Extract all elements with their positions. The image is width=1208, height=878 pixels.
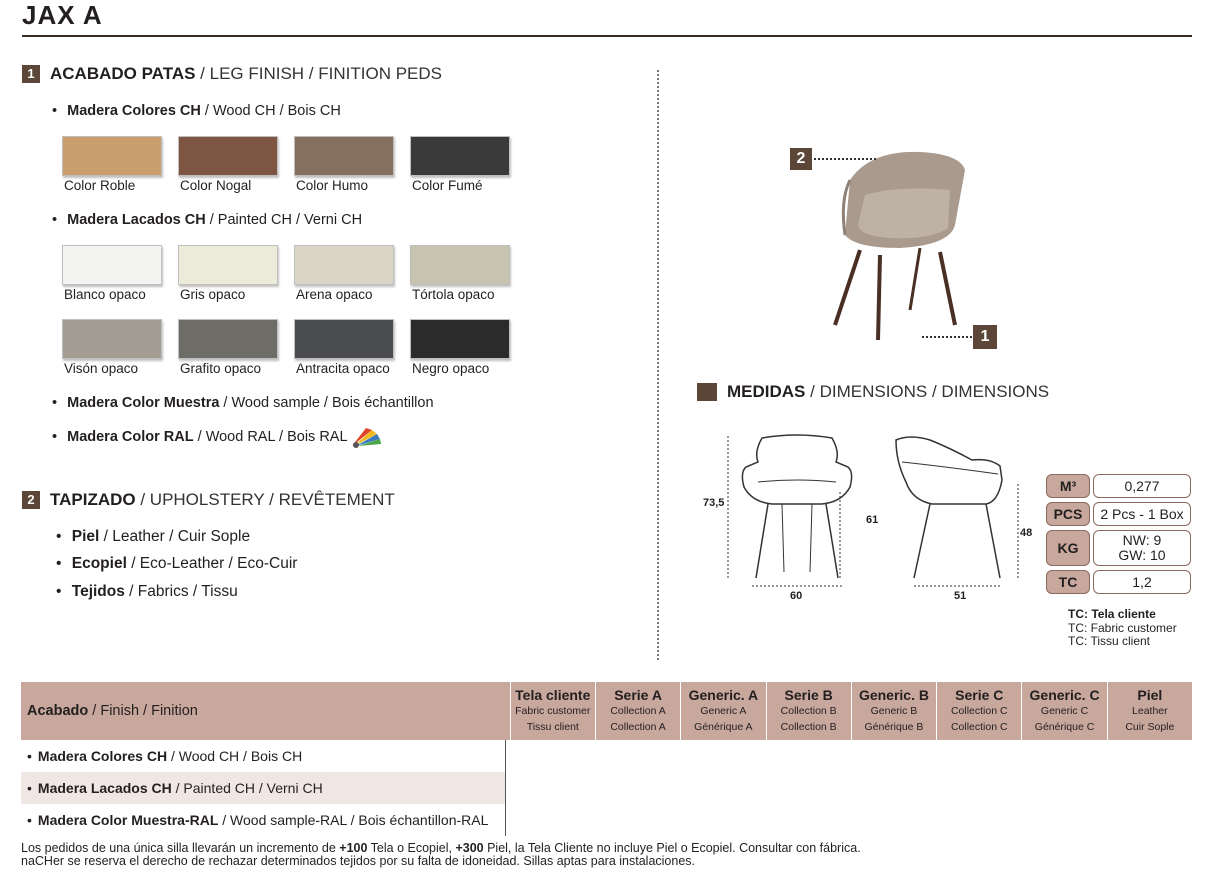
swatch-label: Color Fumé	[412, 178, 483, 193]
column-subtitle: Fabric customer	[515, 705, 591, 717]
swatch-label: Negro opaco	[412, 361, 490, 376]
upholstery-item-bold: Piel	[71, 528, 100, 545]
table-header	[21, 682, 1192, 740]
chair-product-image	[780, 140, 1020, 355]
row-rest: / Wood sample-RAL / Bois échantillon-RAL	[218, 812, 489, 828]
color-swatch	[178, 136, 278, 176]
section-square	[697, 383, 717, 401]
header-bold: Acabado	[27, 703, 89, 719]
column-subtitle: Collection C	[950, 705, 1008, 717]
footer-text: Piel, la Tela Cliente no incluye Piel o Ecopiel. Consultar con fábrica.	[483, 841, 861, 855]
table-header-column	[766, 682, 851, 740]
column-subtitle: Generic A	[700, 705, 747, 717]
column-subtitle: Collection B	[780, 721, 837, 733]
swatch-label: Antracita opaco	[296, 361, 390, 376]
upholstery-item-rest: / Leather / Cuir Sople	[99, 528, 251, 545]
color-swatch	[294, 245, 394, 285]
color-swatch	[62, 245, 162, 285]
spec-key: KG	[1046, 530, 1090, 566]
section-title-rest: / UPHOLSTERY / REVÊTEMENT	[135, 490, 395, 509]
table-header-column	[510, 682, 595, 740]
spec-value	[1093, 474, 1191, 498]
column-subtitle: Collection B	[780, 705, 837, 717]
wood-sample-rest: / Wood sample / Bois échantillon	[219, 395, 434, 411]
table-header-column	[851, 682, 936, 740]
column-title: Piel	[1137, 687, 1163, 703]
column-subtitle: Tissu client	[526, 721, 579, 733]
spec-row-weight	[1046, 530, 1191, 566]
color-swatch	[178, 319, 278, 359]
spec-key: TC	[1046, 570, 1090, 594]
section-upholstery-heading	[22, 490, 395, 510]
row-rest: / Wood CH / Bois CH	[167, 748, 303, 764]
color-swatch	[294, 319, 394, 359]
table-header-column	[1021, 682, 1106, 740]
swatch-label: Gris opaco	[180, 287, 246, 302]
swatch-label: Blanco opaco	[64, 287, 146, 302]
column-subtitle: Collection A	[610, 705, 666, 717]
callout-upholstery-badge: 2	[790, 148, 812, 170]
swatch-label: Color Roble	[64, 178, 136, 193]
footer-text: Tela o Ecopiel,	[367, 841, 456, 855]
swatch-label: Color Humo	[296, 178, 369, 193]
column-subtitle: Générique C	[1034, 721, 1095, 733]
upholstery-item-rest: / Eco-Leather / Eco-Cuir	[126, 555, 298, 572]
table-header-column	[936, 682, 1021, 740]
callout-legs-badge: 1	[973, 325, 997, 349]
column-title: Serie A	[614, 687, 662, 703]
header-rest: / Finish / Finition	[88, 703, 198, 719]
seat-height-label: 61	[866, 514, 879, 526]
tc-note-line: TC: Tissu client	[1068, 634, 1151, 648]
painted-ch-heading	[52, 212, 362, 228]
footer-bold: +100	[339, 841, 368, 855]
section-title-rest: / LEG FINISH / FINITION PEDS	[195, 64, 442, 83]
spec-value	[1093, 502, 1191, 526]
table-row	[21, 772, 506, 804]
page-title: JAX A	[22, 0, 103, 30]
swatch-label: Arena opaco	[296, 287, 373, 302]
spec-value	[1093, 570, 1191, 594]
spec-table	[1046, 474, 1191, 598]
color-swatch	[410, 245, 510, 285]
finish-price-table	[21, 682, 1192, 836]
column-title: Serie B	[784, 687, 833, 703]
column-subtitle: Collection A	[610, 721, 666, 733]
spec-value-line: GW: 10	[1118, 547, 1166, 563]
tc-note-line: TC: Tela cliente	[1068, 607, 1156, 621]
painted-ch-bold: Madera Lacados CH	[67, 212, 206, 228]
footer-text: Los pedidos de una única silla llevarán un incremento de	[21, 841, 340, 855]
tc-note-line: TC: Fabric customer	[1068, 620, 1177, 635]
callout-leader-line	[922, 336, 972, 338]
column-subtitle: Collection C	[950, 721, 1008, 733]
column-title: Tela cliente	[515, 687, 591, 703]
section-title-bold: ACABADO PATAS	[50, 64, 196, 83]
column-title: Generic. C	[1029, 687, 1100, 703]
spec-value-line: 0,277	[1124, 477, 1160, 494]
section-title-bold: TAPIZADO	[50, 490, 136, 509]
footer-note	[21, 842, 861, 868]
column-subtitle: Generic B	[870, 705, 918, 717]
column-separator	[657, 70, 659, 660]
column-subtitle: Cuir Sople	[1125, 721, 1175, 733]
swatch-label: Grafito opaco	[180, 361, 262, 376]
wood-ral-bold: Madera Color RAL	[67, 429, 194, 445]
table-header-column	[1107, 682, 1192, 740]
front-height-label: 73,5	[703, 497, 725, 509]
side-depth-label: 51	[954, 590, 967, 602]
swatch-label: Tórtola opaco	[412, 287, 495, 302]
painted-ch-rest: / Painted CH / Verni CH	[205, 212, 363, 228]
upholstery-item	[56, 528, 250, 546]
front-width-label: 60	[790, 590, 803, 602]
wood-ch-heading	[52, 103, 341, 119]
table-row	[21, 740, 506, 772]
upholstery-item-rest: / Fabrics / Tissu	[124, 583, 238, 600]
table-header-column	[680, 682, 765, 740]
wood-ral-rest: / Wood RAL / Bois RAL	[193, 429, 348, 445]
column-subtitle: Generic C	[1040, 705, 1089, 717]
column-subtitle: Générique A	[694, 721, 753, 733]
footer-bold: +300	[455, 841, 484, 855]
spec-key: PCS	[1046, 502, 1090, 526]
color-swatch	[410, 319, 510, 359]
upholstery-item-bold: Ecopiel	[71, 555, 127, 572]
column-title: Generic. B	[858, 687, 929, 703]
table-row	[21, 804, 506, 836]
spec-value-line: 2 Pcs - 1 Box	[1100, 505, 1184, 522]
table-header-finish	[21, 682, 510, 740]
dimensions-title-rest: / DIMENSIONS / DIMENSIONS	[805, 382, 1050, 401]
wood-ch-rest: / Wood CH / Bois CH	[200, 103, 341, 119]
footer-line-2: naCHer se reserva el derecho de rechazar determinados tejidos por su falta de idoneidad. Sillas aptas para instalaciones.	[21, 854, 695, 868]
dimensions-heading	[697, 382, 1049, 402]
ral-color-fan-icon	[348, 422, 384, 450]
color-swatch	[62, 136, 162, 176]
spec-row-tc	[1046, 570, 1191, 594]
wood-ch-bold: Madera Colores CH	[67, 103, 201, 119]
section-number: 1	[22, 65, 40, 83]
spec-value-line: 1,2	[1132, 573, 1152, 590]
row-bold: • Madera Colores CH	[37, 748, 168, 764]
dimensions-title-bold: MEDIDAS	[727, 382, 806, 401]
table-header-column	[595, 682, 680, 740]
section-number: 2	[22, 491, 40, 509]
color-swatch	[178, 245, 278, 285]
wood-sample-heading	[52, 395, 434, 411]
spec-value-line: NW: 9	[1122, 532, 1162, 548]
wood-sample-bold: Madera Color Muestra	[67, 395, 220, 411]
column-title: Serie C	[955, 687, 1004, 703]
upholstery-item	[56, 555, 297, 573]
spec-row-pieces	[1046, 502, 1191, 526]
swatch-label: Visón opaco	[64, 361, 139, 376]
wood-ral-heading	[52, 429, 348, 445]
table-header-columns	[510, 682, 1192, 740]
callout-leader-line	[814, 158, 876, 160]
color-swatch	[410, 136, 510, 176]
side-height-label: 48	[1020, 527, 1033, 539]
section-leg-finish-heading	[22, 64, 442, 84]
spec-row-volume	[1046, 474, 1191, 498]
upholstery-item-bold: Tejidos	[71, 583, 125, 600]
row-bold: • Madera Color Muestra-RAL	[37, 812, 219, 828]
column-title: Generic. A	[688, 687, 759, 703]
side-view-drawing	[890, 432, 1033, 592]
column-subtitle: Leather	[1132, 705, 1168, 717]
column-subtitle: Générique B	[864, 721, 924, 733]
front-view-drawing	[722, 432, 862, 592]
title-divider	[22, 35, 1192, 37]
upholstery-item	[56, 583, 238, 601]
row-bold: • Madera Lacados CH	[37, 780, 172, 796]
spec-key: M³	[1046, 474, 1090, 498]
spec-value	[1093, 530, 1191, 566]
color-swatch	[62, 319, 162, 359]
tc-note	[1068, 608, 1177, 649]
color-swatch	[294, 136, 394, 176]
swatch-label: Color Nogal	[180, 178, 252, 193]
row-rest: / Painted CH / Verni CH	[171, 780, 323, 796]
